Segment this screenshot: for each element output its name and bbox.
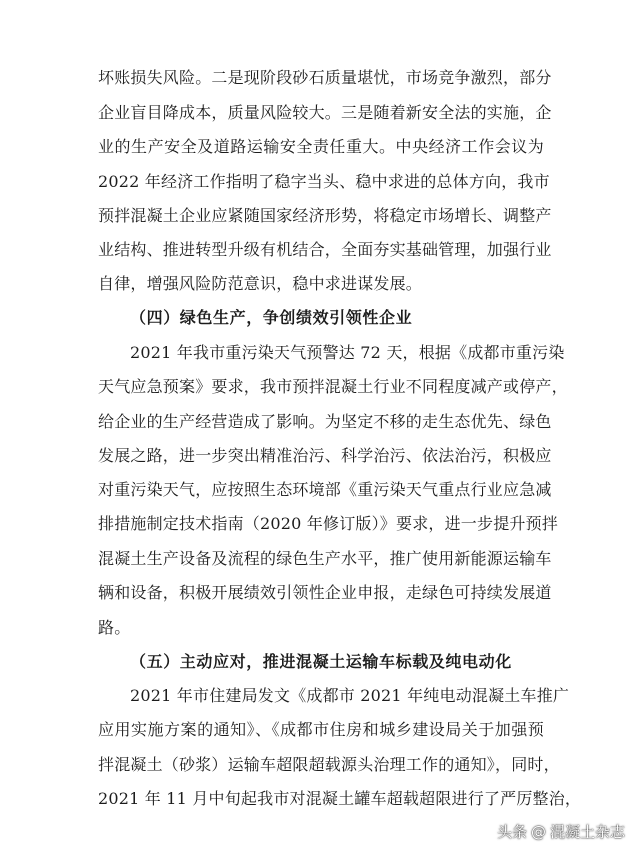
paragraph-line: 2021 年我市重污染天气预警达 72 天，根据《成都市重污染	[130, 343, 565, 362]
paragraph-line: 2021 年 11 月中旬起我市对混凝土罐车超载超限进行了严厉整治，	[98, 789, 582, 808]
paragraph-line: 2022 年经济工作指明了稳字当头、稳中求进的总体方向，我市	[98, 172, 550, 191]
paragraph-line: 混凝土生产设备及流程的绿色生产水平，推广使用新能源运输车	[98, 549, 552, 568]
section-heading-5: （五）主动应对，推进混凝土运输车标载及纯电动化	[130, 652, 512, 671]
watermark-account: 混凝土杂志	[549, 823, 625, 841]
paragraph-line: 坏账损失风险。二是现阶段砂石质量堪忧，市场竞争激烈，部分	[98, 68, 552, 87]
paragraph-line: 拌混凝土（砂浆）运输车超限超载源头治理工作的通知》，同时，	[98, 755, 560, 774]
watermark	[497, 821, 625, 842]
watermark-prefix: 头条	[496, 823, 527, 841]
paragraph-line: 路。	[98, 618, 131, 637]
paragraph-line: 天气应急预案》要求，我市预拌混凝土行业不同程度减产或停产，	[98, 377, 568, 396]
paragraph-line: 对重污染天气，应按照生态环境部《重污染天气重点行业应急减	[98, 480, 552, 499]
paragraph-line: 自律，增强风险防范意识，稳中求进谋发展。	[98, 274, 423, 293]
paragraph-line: 企业盲目降成本，质量风险较大。三是随着新安全法的实施，企	[98, 103, 552, 122]
paragraph-line: 2021 年市住建局发文《成都市 2021 年纯电动混凝土车推广	[130, 686, 570, 705]
paragraph-line: 应用实施方案的通知》、《成都市住房和城乡建设局关于加强预	[98, 720, 544, 739]
watermark-at: @	[530, 822, 546, 841]
paragraph-line: 辆和设备，积极开展绩效引领性企业申报，走绿色可持续发展道	[98, 583, 552, 602]
paragraph-line: 发展之路，进一步突出精准治污、科学治污、依法治污，积极应	[98, 446, 552, 465]
paragraph-line: 业的生产安全及道路运输安全责任重大。中央经济工作会议为	[98, 137, 544, 156]
paragraph-line: 预拌混凝土企业应紧随国家经济形势，将稳定市场增长、调整产	[98, 206, 552, 225]
section-heading-4: （四）绿色生产，争创绩效引领性企业	[130, 308, 413, 327]
paragraph-line: 排措施制定技术指南（2020 年修订版）》要求，进一步提升预拌	[98, 514, 559, 533]
paragraph-line: 给企业的生产经营造成了影响。为坚定不移的走生态优先、绿色	[98, 412, 552, 431]
paragraph-line: 业结构、推进转型升级有机结合，全面夯实基础管理，加强行业	[98, 240, 552, 259]
